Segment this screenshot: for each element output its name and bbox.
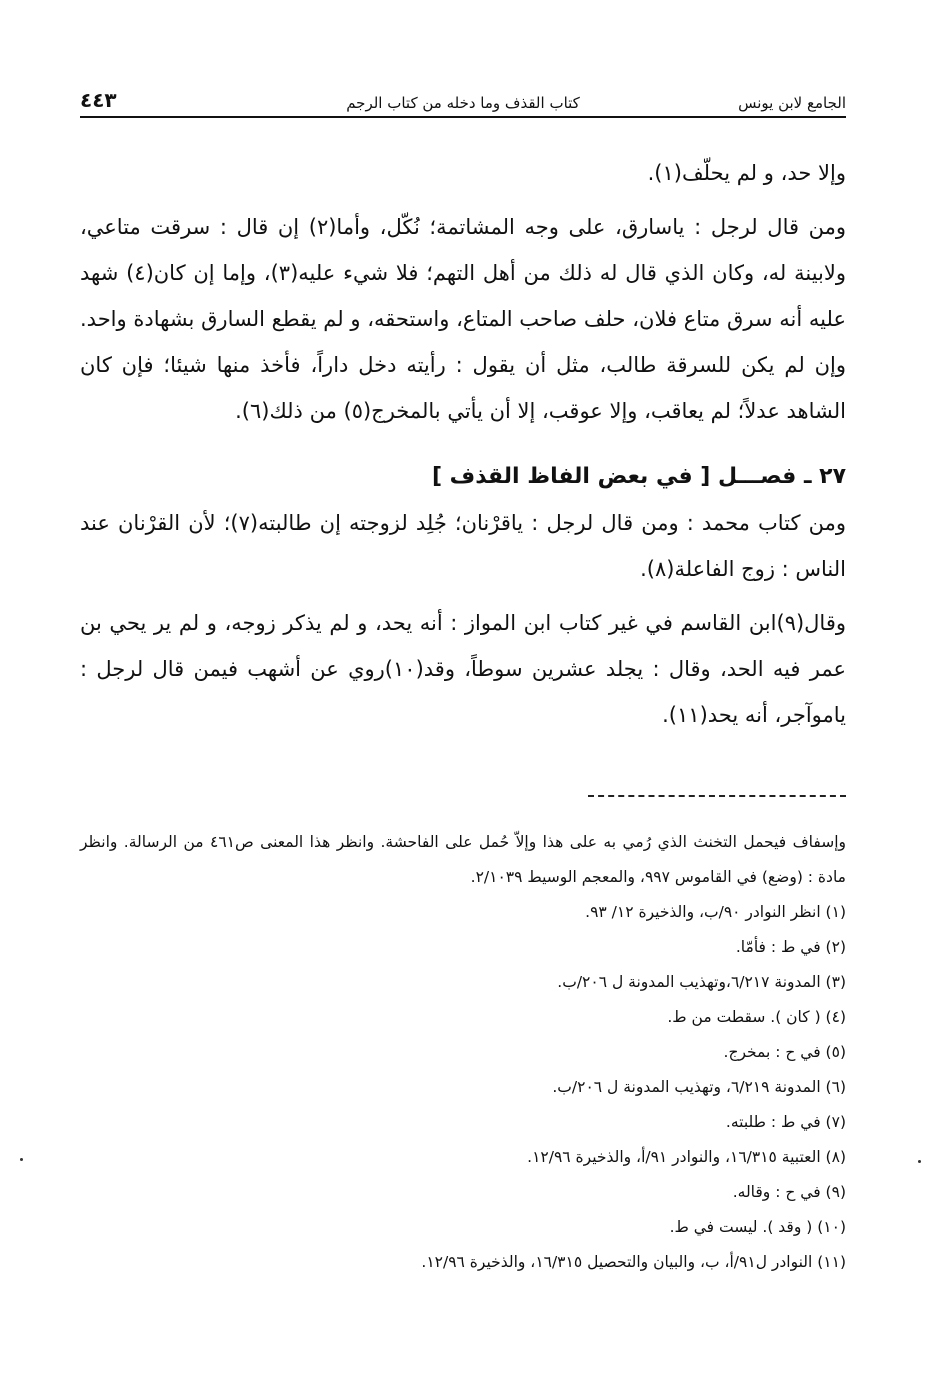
paragraph-3: ومن كتاب محمد : ومن قال لرجل : ياقرْنان؛ جُلِد لزوجته إن طالبته(٧)؛ لأن القرْنان عند الناس : زوج الفاعلة(٨). [80, 511, 846, 581]
scan-speck [20, 1158, 23, 1161]
footnote-6: (٦) المدونة ٦/٢١٩، وتهذيب المدونة ل ٢٠٦/ب. [552, 1078, 846, 1096]
running-header [80, 88, 846, 118]
footnote-3: (٣) المدونة ٦/٢١٧،وتهذيب المدونة ل ٢٠٦/ب. [557, 973, 846, 991]
section-heading: ٢٧ ـ فصـــل [ في بعض الفاظ القذف ] [431, 464, 846, 489]
paragraph-4: وقال(٩)ابن القاسم في غير كتاب ابن المواز : أنه يحد، و لم يذكر زوجه، و لم ير يحي بن عمر فيه الحد، وقال : يجلد عشرين سوطاً، وقد(١٠)روي عن أشهب فيمن قال لرجل : ياموآجر، أنه يحد(١١). [80, 611, 846, 727]
footnote-continuation: وإسفاف فيحمل التخنث الذي رُمي به على هذا وإلاّ حُمل على الفاحشة. وانظر هذا المعنى ص٤٦١ من الرسالة. وانظر مادة : (وضع) في القاموس ٩٩٧، والمعجم الوسيط ٢/١٠٣٩. [80, 833, 846, 886]
paragraph-1: وإلا حد، و لم يحلّف(١). [647, 161, 846, 185]
footnote-4: (٤) ( كان ). سقطت من ط. [667, 1008, 846, 1026]
footnote-5: (٥) في ح : بمخرج. [723, 1043, 846, 1061]
footnote-8: (٨) العتبية ١٦/٣١٥، والنوادر ٩١/أ، والذخيرة ١٢/٩٦. [527, 1148, 846, 1166]
main-text [80, 150, 846, 738]
footnote-9: (٩) في ح : وقاله. [732, 1183, 846, 1201]
footnote-7: (٧) في ط : طلبته. [725, 1113, 846, 1131]
footnote-10: (١٠) ( وقد ). ليست في ط. [669, 1218, 846, 1236]
scan-speck [918, 1160, 921, 1163]
footnote-2: (٢) في ط : فأمّا. [735, 938, 846, 956]
paragraph-2: ومن قال لرجل : ياسارق، على وجه المشاتمة؛ نُكّل، وأما(٢) إن قال : سرقت متاعي، ولابينة له، وكان الذي قال له ذلك من أهل التهم؛ فلا شيء عليه(٣)، وإما إن كان(٤) شهد عليه أنه سرق متاع فلان، حلف صاحب المتاع، واستحقه، و لم يقطع السارق بشهادة واحد. وإن لم يكن للسرقة طالب، مثل أن يقول : رأيته دخل داراً، فأخذ منها شيئا؛ فإن كان الشاهد عدلاً؛ لم يعاقب، وإلا عوقب، إلا أن يأتي بالمخرج(٥) من ذلك(٦). [80, 215, 846, 423]
footnote-separator [588, 795, 846, 797]
book-title: الجامع لابن يونس [738, 94, 846, 112]
footnotes [80, 825, 846, 1280]
footnote-11: (١١) النوادر ل٩١/أ، ب، والبيان والتحصيل ١٦/٣١٥، والذخيرة ١٢/٩٦. [421, 1253, 846, 1271]
page-number: ٤٤٣ [80, 88, 117, 112]
footnote-1: (١) انظر النوادر ٩٠/ب، والذخيرة ١٢/ ٩٣. [585, 903, 846, 921]
chapter-title: كتاب القذف وما دخله من كتاب الرجم [346, 94, 580, 112]
